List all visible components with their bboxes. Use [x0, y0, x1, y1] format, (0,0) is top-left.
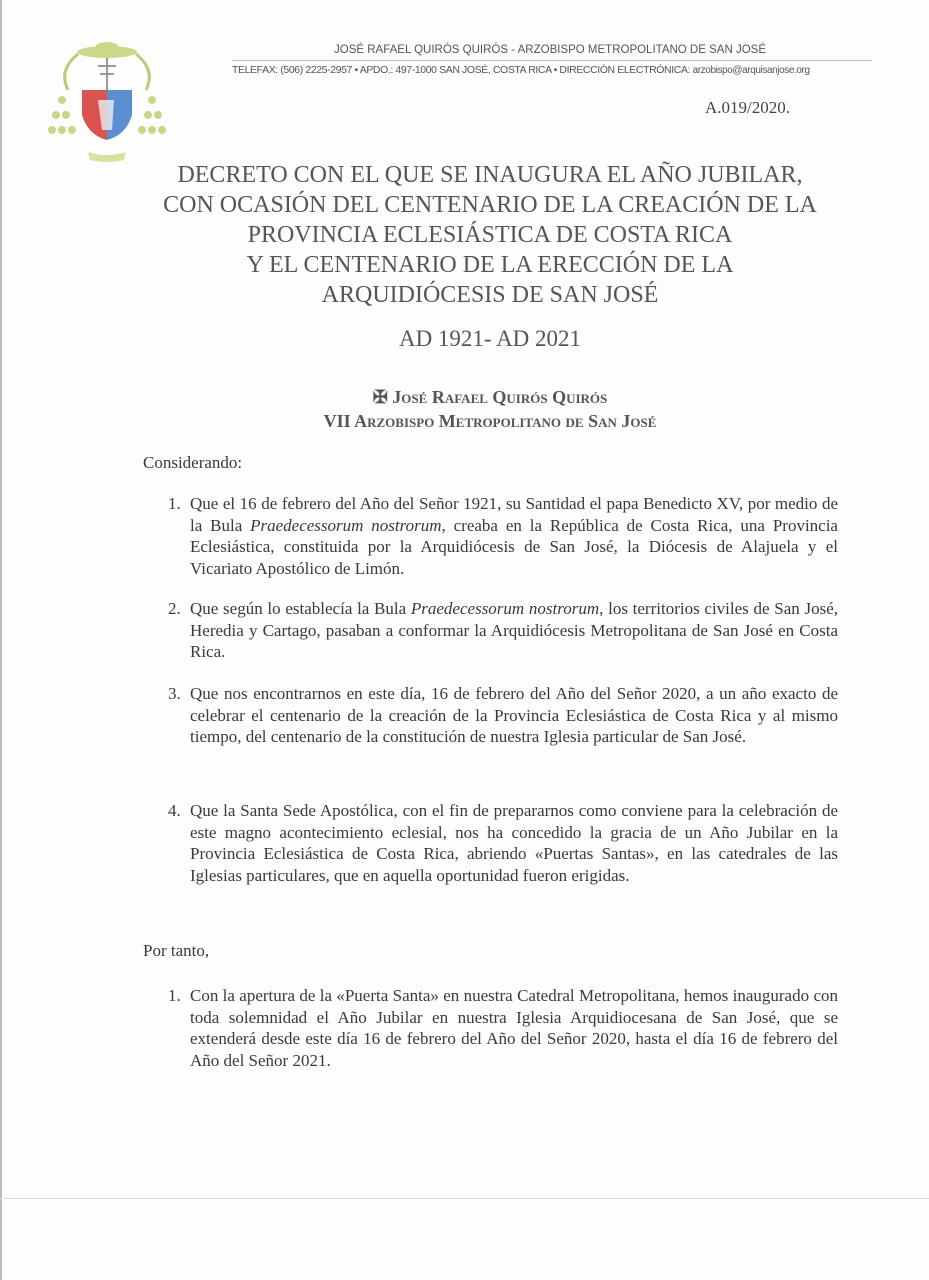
item-emphasis: Praedecessorum nostrorum,	[250, 515, 446, 535]
title-line: DECRETO CON EL QUE SE INAUGURA EL AÑO JUBILAR,	[177, 162, 803, 188]
email-link[interactable]: arzobispo@arquisanjose.org	[692, 65, 810, 76]
item-text: Que nos encontrarnos en este día, 16 de febrero del Año del Señor 2020, a un año exacto de celebrar el centenario de la creación de la Provincia Eclesiástica de Costa Rica y al mismo tiempo, del centenario de la constitución de nuestra Iglesia particular de San José.	[190, 684, 838, 746]
item-text: Que la Santa Sede Apostólica, con el fin de prepararnos como conviene para la celebración de este magno acontecimiento eclesial, nos ha concedido la gracia de un Año Jubilar en la Provincia Eclesiástica de Costa Rica, abriendo «Puertas Santas», en las catedrales de las Iglesias particulares, que en aquella oportunidad fueron erigidas.	[190, 801, 838, 885]
list-item	[168, 800, 838, 886]
item-text: los territorios civiles de San José, Heredia y Cartago, pasaban a conformar la Arquidiócesis Metropolitana de San José en Costa Rica.	[190, 599, 838, 661]
considering-heading: Considerando:	[143, 453, 243, 472]
list-item	[168, 598, 838, 663]
therefore-heading: Por tanto,	[143, 941, 210, 960]
title-line: PROVINCIA ECLESIÁSTICA DE COSTA RICA	[247, 222, 733, 248]
decree-dates: AD 1921- AD 2021	[398, 326, 582, 351]
contact-details: TELEFAX: (506) 2225-2957 • APDO.: 497-1000 SAN JOSÉ, COSTA RICA • DIRECCIÓN ELECTRÓNICA:	[232, 64, 691, 76]
letterhead-contact	[232, 64, 877, 76]
list-item	[168, 493, 838, 579]
item-text: Con la apertura de la «Puerta Santa» en nuestra Catedral Metropolitana, hemos inaugurado con toda solemnidad el Año Jubilar en nuestra Iglesia Arquidiocesana de San José, que se extenderá desde este día 16 de febrero del Año del Señor 2020, hasta el día 16 de febrero del Año del Señor 2021.	[190, 986, 838, 1070]
author-title: VII Arzobispo Metropolitano de San José	[323, 411, 657, 431]
scan-edge-bottom	[0, 1198, 929, 1199]
item-number: 1.	[168, 986, 181, 1005]
letterhead-name: JOSÉ RAFAEL QUIRÓS QUIRÓS - ARZOBISPO METROPOLITANO DE SAN JOSÉ	[334, 44, 766, 56]
item-emphasis: Praedecessorum nostrorum,	[410, 599, 604, 618]
item-text: creaba en la República de Costa Rica, una Provincia Eclesiástica, constituida por la Arquidiócesis de San José, la Diócesis de Alajuela y el Vicariato Apostólico de Limón.	[190, 515, 838, 578]
item-text: Que el 16 de febrero del Año del Señor 1921, su Santidad el papa Benedicto XV, por medio de la Bula	[190, 494, 838, 535]
list-item	[168, 985, 838, 1071]
author-name: ✠ José Rafael Quirós Quirós	[372, 387, 608, 407]
item-number: 4.	[168, 801, 181, 820]
item-text: Que según lo establecía la Bula	[190, 599, 411, 618]
letterhead-divider	[232, 60, 872, 61]
item-number: 1.	[168, 494, 181, 513]
list-item	[168, 683, 838, 748]
item-number: 2.	[168, 599, 181, 618]
title-line: CON OCASIÓN DEL CENTENARIO DE LA CREACIÓN DE LA	[163, 192, 817, 218]
title-line: ARQUIDIÓCESIS DE SAN JOSÉ	[321, 282, 659, 308]
scan-edge	[0, 0, 2, 1280]
title-line: Y EL CENTENARIO DE LA ERECCIÓN DE LA	[246, 252, 734, 278]
coat-of-arms-icon	[48, 40, 166, 165]
decree-reference: A.019/2020.	[705, 98, 790, 117]
author-block	[120, 385, 860, 433]
item-number: 3.	[168, 684, 181, 703]
decree-title	[100, 160, 880, 310]
